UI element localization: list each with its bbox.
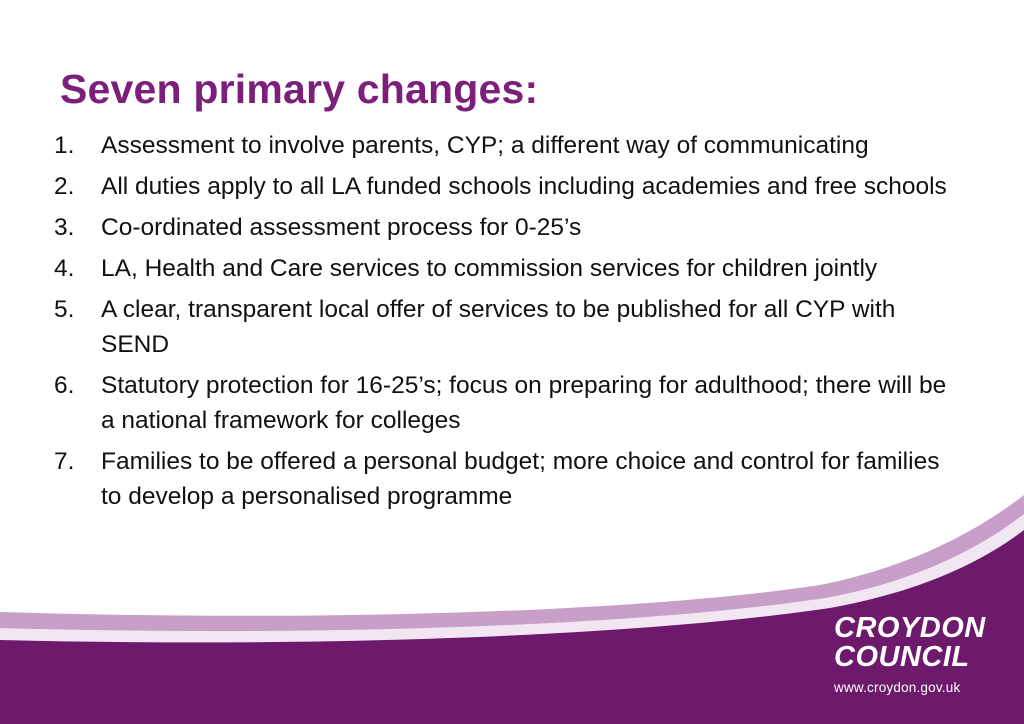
list-item-text: Statutory protection for 16-25’s; focus on preparing for adulthood; there will be a national framework for colleges bbox=[101, 372, 947, 434]
list-item-number: 1. bbox=[54, 132, 75, 159]
list-item-text: Assessment to involve parents, CYP; a different way of communicating bbox=[101, 132, 869, 159]
list-item-number: 6. bbox=[54, 372, 75, 399]
list-item bbox=[54, 128, 959, 163]
list-item bbox=[54, 251, 959, 286]
list-item-number: 3. bbox=[54, 214, 75, 241]
logo-line-croydon: CROYDON bbox=[834, 612, 986, 644]
list-item bbox=[54, 210, 959, 245]
slide-title: Seven primary changes: bbox=[60, 66, 539, 112]
list-item-text: A clear, transparent local offer of services to be published for all CYP with SEND bbox=[101, 296, 896, 358]
list-item-number: 2. bbox=[54, 173, 75, 200]
list-item-text: LA, Health and Care services to commission services for children jointly bbox=[101, 255, 878, 282]
website-url: www.croydon.gov.uk bbox=[834, 680, 961, 695]
changes-list bbox=[54, 128, 959, 520]
croydon-council-logo bbox=[834, 614, 994, 695]
list-item-number: 4. bbox=[54, 255, 75, 282]
logo-line-council: COUNCIL bbox=[834, 641, 970, 673]
list-item-number: 7. bbox=[54, 448, 75, 475]
list-item-text: Co-ordinated assessment process for 0-25’s bbox=[101, 214, 582, 241]
list-item-number: 5. bbox=[54, 296, 75, 323]
list-item bbox=[54, 169, 959, 204]
list-item-text: Families to be offered a personal budget; more choice and control for families to develop a personalised programme bbox=[101, 448, 940, 510]
list-item bbox=[54, 292, 959, 362]
list-item-text: All duties apply to all LA funded schools including academies and free schools bbox=[101, 173, 947, 200]
list-item bbox=[54, 368, 959, 438]
list-item bbox=[54, 444, 959, 514]
